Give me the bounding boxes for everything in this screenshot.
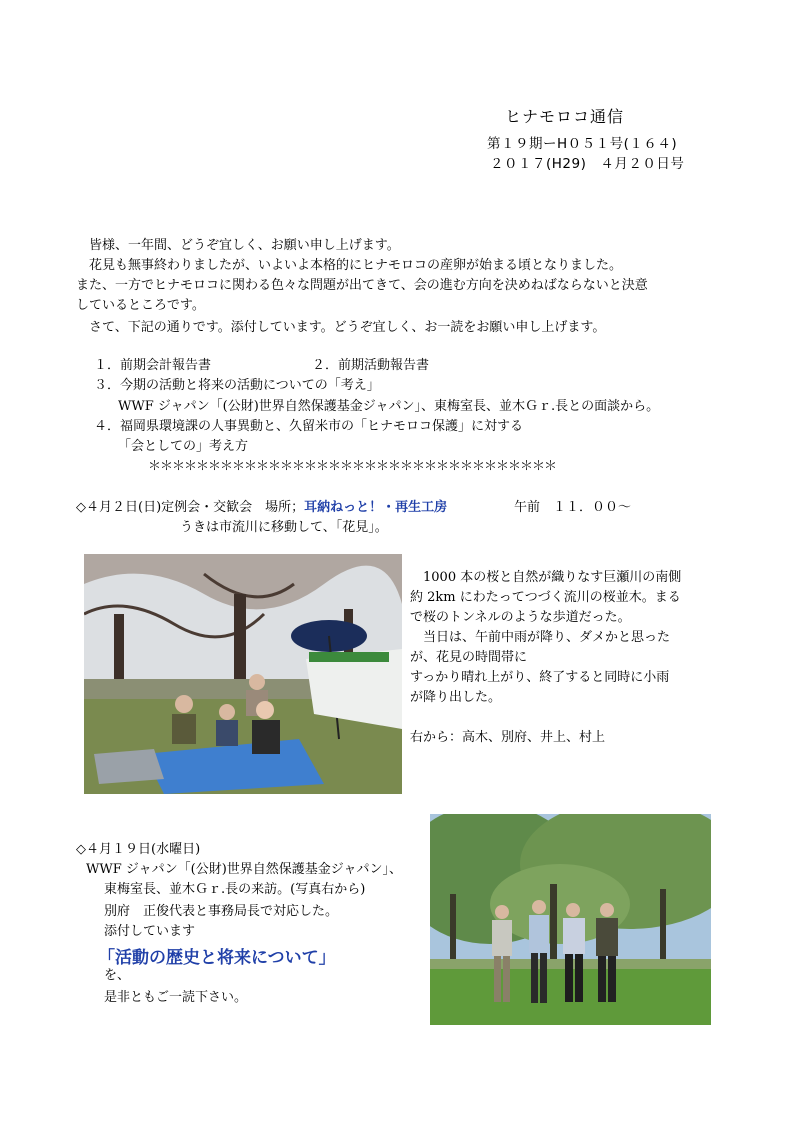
issue-date: ２０１７(H29) ４月２０日号 [490, 156, 685, 172]
event2-line-4: 添付しています [104, 924, 196, 939]
event2-line-3: 別府 正俊代表と事務局長で対応した。 [104, 904, 339, 919]
event1-desc-7: が降り出した。 [410, 690, 502, 705]
intro-line-4: しているところです。 [76, 298, 205, 313]
event1-venue: 耳納ねっと！・再生工房 [304, 500, 448, 515]
list-item-3: ３．今期の活動と将来の活動についての「考え」 [94, 378, 380, 393]
hanami-photo-art [84, 554, 402, 794]
event1-heading [76, 498, 447, 518]
photo1-caption: 右から：高木、別府、井上、村上 [410, 730, 606, 745]
wwf-visit-photo [430, 814, 711, 1025]
event2-line-1: WWF ジャパン「(公財)世界自然保護基金ジャパン」、 [86, 862, 402, 877]
event2-line-2: 東梅室長、並木Ｇｒ.長の来訪。(写真右から) [104, 882, 366, 897]
list-item-3-detail: WWF ジャパン「(公財)世界自然保護基金ジャパン」、東梅室長、並木Ｇｒ.長との面談から。 [118, 399, 660, 414]
event2-heading: ◇４月１９日(水曜日) [76, 842, 201, 857]
attached-doc-title: 「活動の歴史と将来について」 [98, 948, 336, 968]
event1-desc-5: が、花見の時間帯に [410, 650, 528, 665]
intro-line-5: さて、下記の通りです。添付しています。どうぞ宜しく、お一読をお願い申し上げます。 [76, 320, 606, 335]
event1-desc-1: 1000 本の桜と自然が織りなす巨瀬川の南側 [410, 570, 682, 585]
event1-desc-4: 当日は、午前中雨が降り、ダメかと思った [410, 630, 671, 645]
list-item-4: ４．福岡県環境課の人事異動と、久留米市の「ヒナモロコ保護」に対する [94, 419, 524, 434]
event2-after-1: を、 [104, 968, 131, 983]
event1-location-note: うきは市流川に移動して、「花見」。 [180, 520, 388, 535]
event1-time: 午前 １１．００～ [514, 500, 632, 515]
list-item-4-detail: 「会としての」考え方 [118, 439, 249, 454]
intro-line-2: 花見も無事終わりましたが、いよいよ本格的にヒナモロコの産卵が始まる頃となりました。 [76, 258, 623, 273]
issue-number: 第１９期ーH０５１号(１６４) [487, 136, 678, 152]
list-item-1: １．前期会計報告書 [94, 358, 212, 373]
event1-desc-3: で桜のトンネルのような歩道だった。 [410, 610, 631, 625]
intro-line-3: また、一方でヒナモロコに関わる色々な問題が出てきて、会の進む方向を決めねばならないと決意 [76, 278, 648, 293]
event1-desc-6: すっかり晴れ上がり、終了すると同時に小雨 [410, 670, 670, 685]
event2-after-2: 是非ともご一読下さい。 [104, 990, 248, 1005]
newsletter-title: ヒナモロコ通信 [505, 107, 625, 126]
event1-date-place: ◇４月２日(日)定例会・交歓会 場所； [76, 500, 305, 515]
star-divider: ＊＊＊＊＊＊＊＊＊＊＊＊＊＊＊＊＊＊＊＊＊＊＊＊＊＊＊＊＊＊＊＊＊＊ [148, 459, 557, 474]
list-item-2: ２．前期活動報告書 [312, 358, 430, 373]
hanami-photo [84, 554, 402, 794]
wwf-visit-photo-art [430, 814, 711, 1025]
intro-line-1: 皆様、一年間、どうぞ宜しく、お願い申し上げます。 [76, 238, 400, 253]
event1-desc-2: 約 2km にわたってつづく流川の桜並木。まる [410, 590, 681, 605]
